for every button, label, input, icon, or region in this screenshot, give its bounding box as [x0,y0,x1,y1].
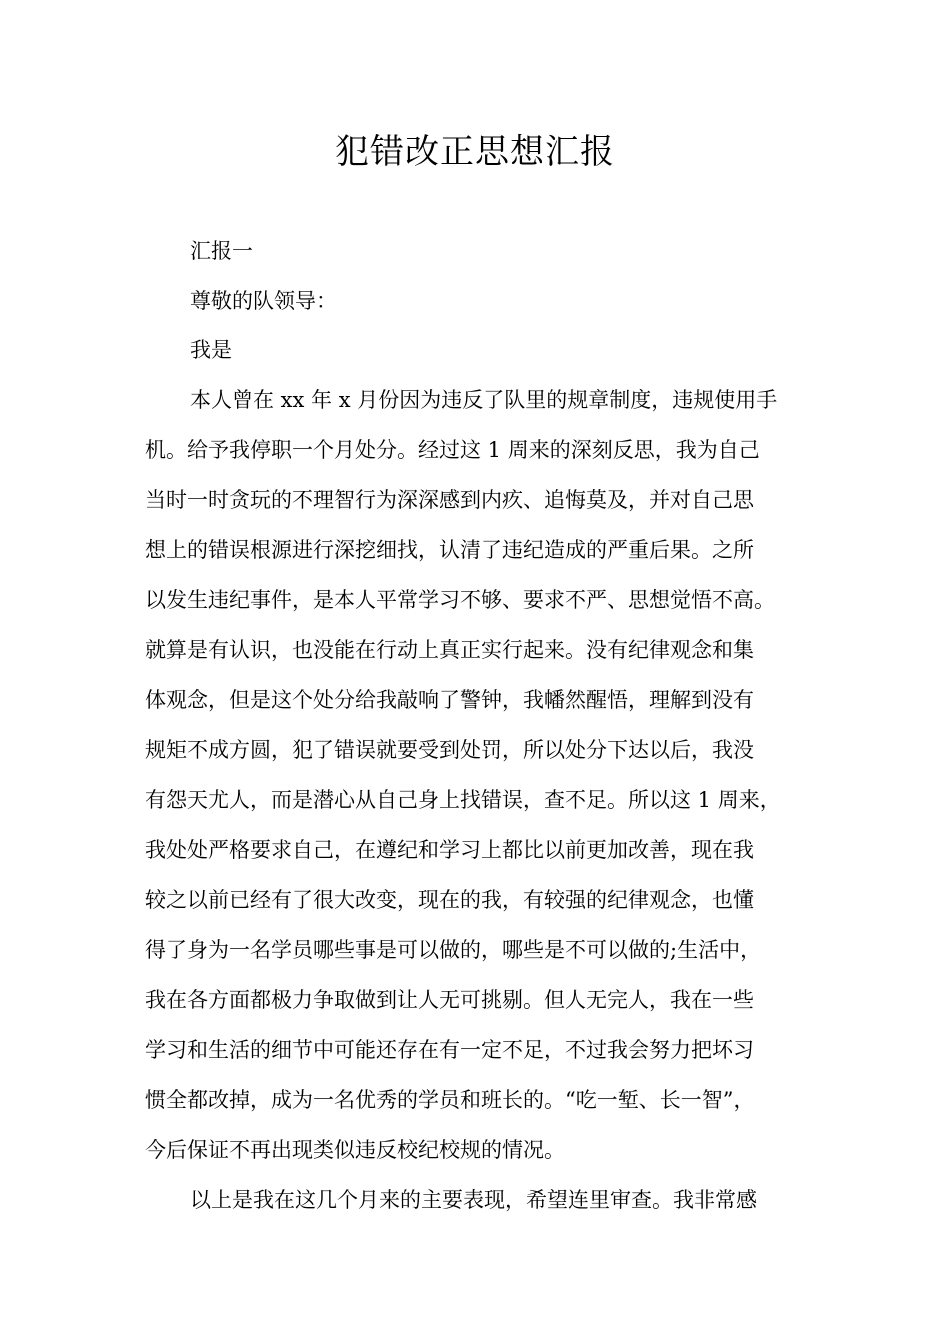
body-line: 今后保证不再出现类似违反校纪校规的情况。 [145,1138,565,1162]
body-line: 体观念，但是这个处分给我敲响了警钟，我幡然醒悟，理解到没有 [145,688,754,712]
body-line: 惯全都改掉，成为一名优秀的学员和班长的。“吃一堑、长一智”， [145,1088,755,1112]
closing-line: 以上是我在这几个月来的主要表现，希望连里审查。我非常感 [190,1188,757,1212]
body-line: 我在各方面都极力争取做到让人无可挑剔。但人无完人，我在一些 [145,988,754,1012]
body-line: 得了身为一名学员哪些事是可以做的，哪些是不可以做的;生活中， [145,938,762,962]
body-line: 规矩不成方圆，犯了错误就要受到处罚，所以处分下达以后，我没 [145,738,754,762]
body-line: 当时一时贪玩的不理智行为深深感到内疚、追悔莫及，并对自己思 [145,488,754,512]
body-line: 想上的错误根源进行深挖细找，认清了违纪造成的严重后果。之所 [145,538,754,562]
body-line: 以发生违纪事件，是本人平常学习不够、要求不严、思想觉悟不高。 [145,588,775,612]
body-line: 有怨天尤人，而是潜心从自己身上找错误，查不足。所以这 1 周来， [145,788,781,812]
document-title: 犯错改正思想汇报 [335,132,615,172]
body-line: 机。给予我停职一个月处分。经过这 1 周来的深刻反思，我为自己 [145,438,760,462]
salutation: 尊敬的队领导： [190,289,337,313]
body-line: 就算是有认识，也没能在行动上真正实行起来。没有纪律观念和集 [145,638,754,662]
body-line: 本人曾在 xx 年 x 月份因为违反了队里的规章制度，违规使用手 [190,388,778,412]
body-line: 学习和生活的细节中可能还存在有一定不足，不过我会努力把坏习 [145,1038,754,1062]
body-line: 较之以前已经有了很大改变，现在的我，有较强的纪律观念，也懂 [145,888,754,912]
intro-line: 我是 [190,338,232,362]
section-heading: 汇报一 [190,239,253,263]
body-line: 我处处严格要求自己，在遵纪和学习上都比以前更加改善，现在我 [145,838,754,862]
